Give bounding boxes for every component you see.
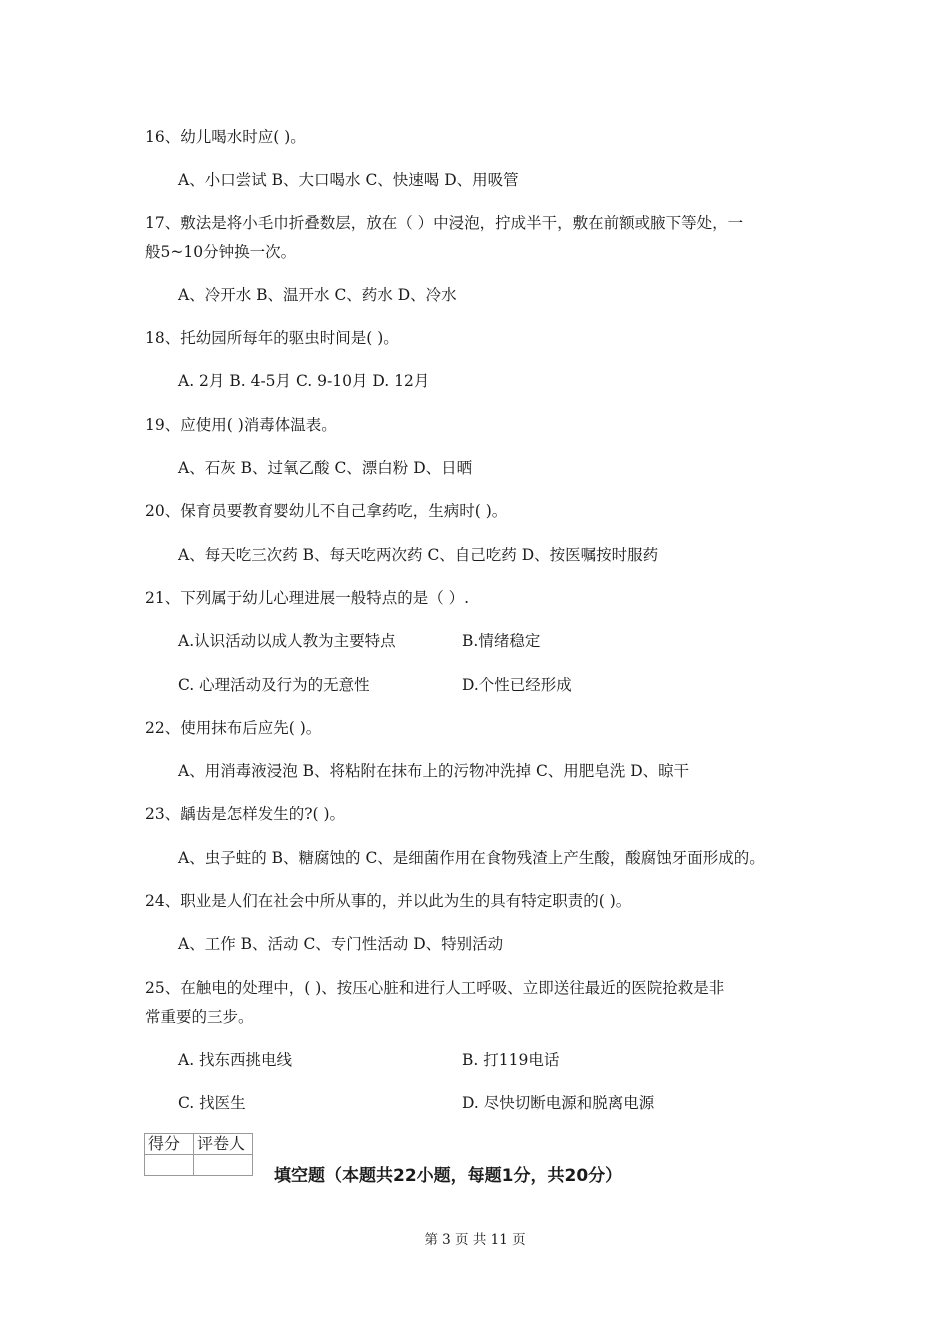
grader-cell [194,1155,253,1176]
question-16: 16、幼儿喝水时应( )。 [145,128,306,146]
question-24: 24、职业是人们在社会中所从事的，并以此为生的具有特定职责的( )。 [145,892,632,910]
question-18-options: A. 2月 B. 4-5月 C. 9-10月 D. 12月 [178,372,430,390]
question-19: 19、应使用( )消毒体温表。 [145,416,337,434]
question-21-option-d: D.个性已经形成 [462,676,572,694]
question-18: 18、托幼园所每年的驱虫时间是( )。 [145,329,399,347]
question-21-option-c: C. 心理活动及行为的无意性 [178,676,370,694]
question-17-continued: 般5~10分钟换一次。 [145,243,297,261]
score-header: 得分 [145,1134,194,1155]
question-24-options: A、工作 B、活动 C、专门性活动 D、特别活动 [178,935,504,953]
score-cell [145,1155,194,1176]
question-25-option-b: B. 打119电话 [462,1051,560,1069]
question-20: 20、保育员要教育婴幼儿不自己拿药吃，生病时( )。 [145,502,508,520]
question-23-options: A、虫子蛀的 B、糖腐蚀的 C、是细菌作用在食物残渣上产生酸，酸腐蚀牙面形成的。 [178,849,765,867]
question-16-options: A、小口尝试 B、大口喝水 C、快速喝 D、用吸管 [178,171,519,189]
question-21-option-b: B.情绪稳定 [462,632,541,650]
question-20-options: A、每天吃三次药 B、每天吃两次药 C、自己吃药 D、按医嘱按时服药 [178,546,659,564]
question-19-options: A、石灰 B、过氧乙酸 C、漂白粉 D、日晒 [178,459,473,477]
page-footer: 第 3 页 共 11 页 [424,1232,526,1248]
question-23: 23、龋齿是怎样发生的?( )。 [145,805,346,823]
question-21: 21、下列属于幼儿心理进展一般特点的是（ ）. [145,589,470,607]
question-21-option-a: A.认识活动以成人教为主要特点 [178,632,396,650]
question-25-continued: 常重要的三步。 [145,1008,254,1026]
question-17: 17、敷法是将小毛巾折叠数层，放在（ ）中浸泡，拧成半干，敷在前额或腋下等处，一 [145,214,744,232]
question-25-option-c: C. 找医生 [178,1094,246,1112]
score-table [144,1133,253,1176]
question-22: 22、使用抹布后应先( )。 [145,719,322,737]
question-25-option-a: A. 找东西挑电线 [178,1051,293,1069]
question-22-options: A、用消毒液浸泡 B、将粘附在抹布上的污物冲洗掉 C、用肥皂洗 D、晾干 [178,762,690,780]
section-title: 填空题（本题共22小题，每题1分，共20分） [274,1166,623,1186]
question-17-options: A、冷开水 B、温开水 C、药水 D、冷水 [178,286,457,304]
question-25-option-d: D. 尽快切断电源和脱离电源 [462,1094,655,1112]
grader-header: 评卷人 [194,1134,253,1155]
question-25: 25、在触电的处理中，( )、按压心脏和进行人工呼吸、立即送往最近的医院抢救是非 [145,979,725,997]
